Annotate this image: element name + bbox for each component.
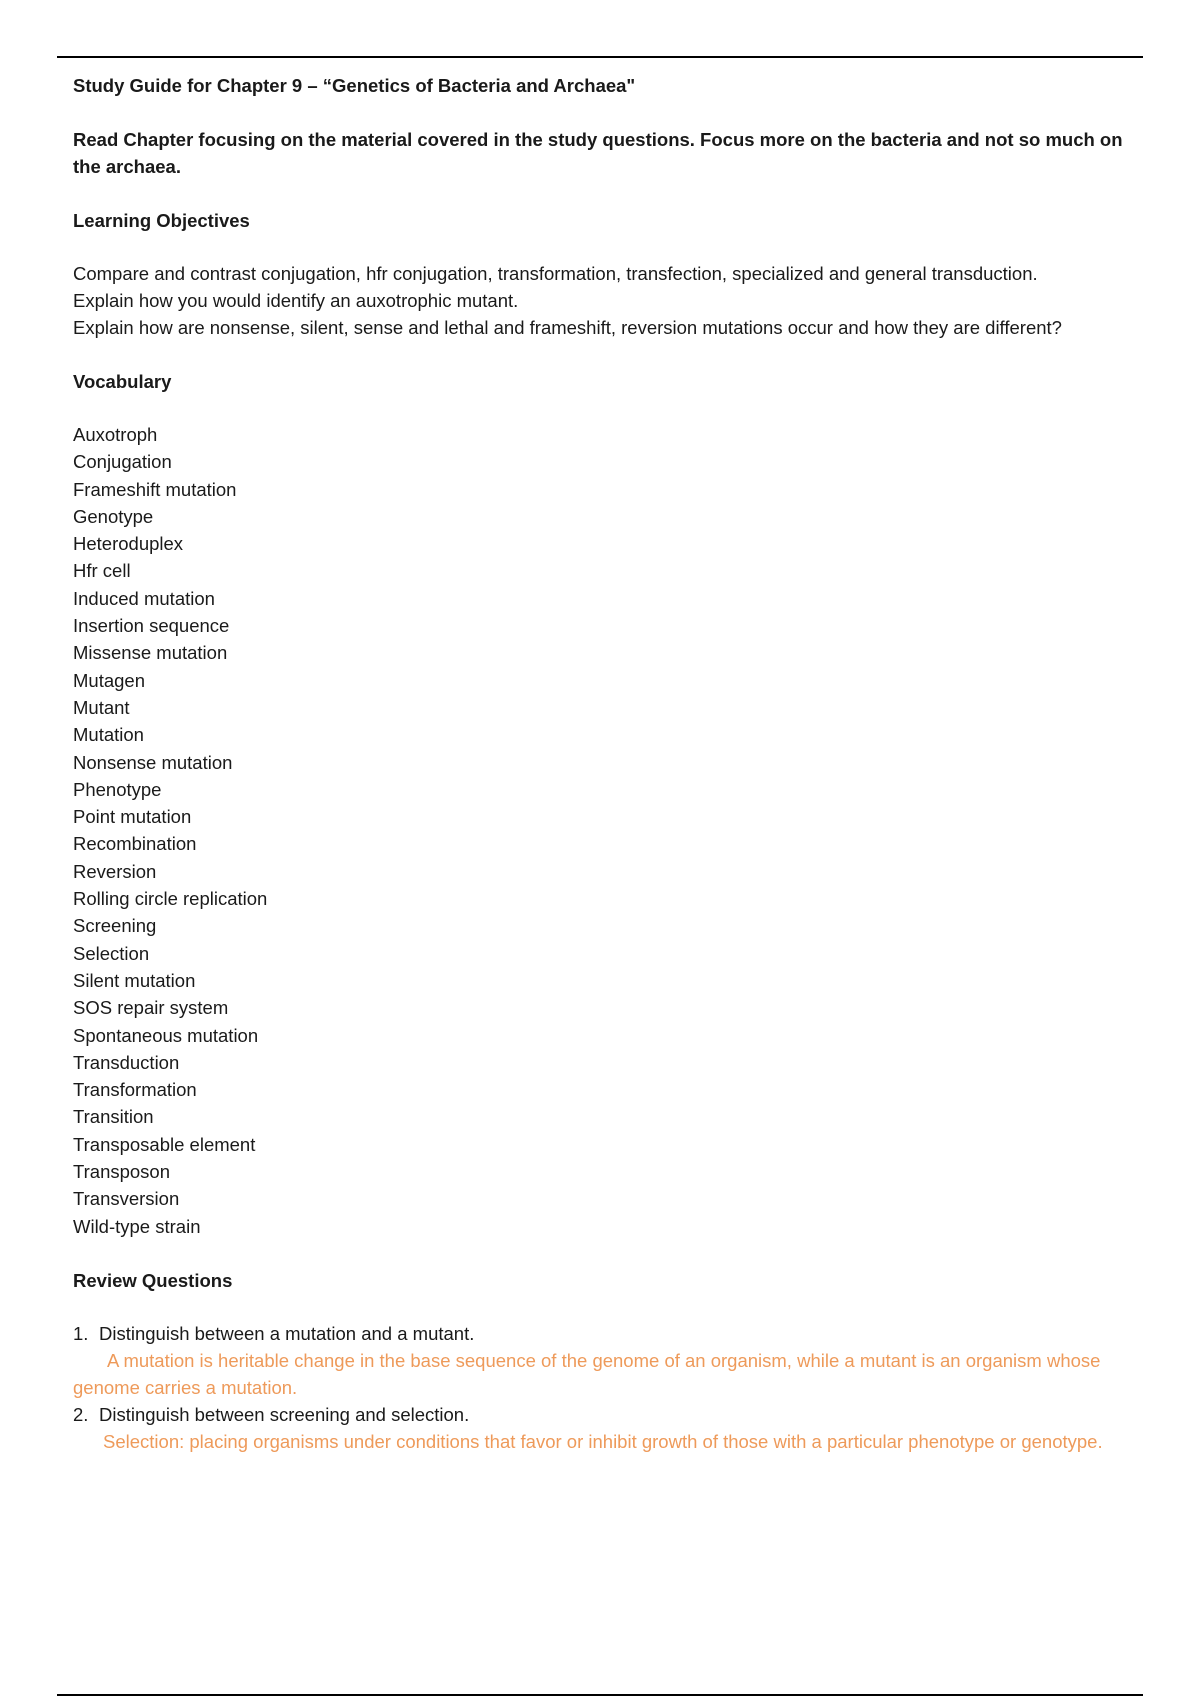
vocabulary-term: Transposable element xyxy=(73,1133,256,1155)
review-questions-list xyxy=(73,1320,1143,1455)
vocabulary-term: Silent mutation xyxy=(73,969,196,991)
vocabulary-term: Selection xyxy=(73,942,150,964)
learning-objectives-list xyxy=(73,260,1143,341)
vocabulary-term: Mutant xyxy=(73,696,130,718)
answer-text: A mutation is heritable change in the base sequence of the genome of an organism, while a mutant is an organism whose genome carries a mutation. xyxy=(73,1349,1101,1398)
bottom-rule xyxy=(57,1694,1143,1696)
top-rule xyxy=(57,56,1143,58)
vocabulary-term: Transversion xyxy=(73,1188,180,1210)
vocabulary-term: Frameshift mutation xyxy=(73,478,237,500)
vocabulary-term: Phenotype xyxy=(73,778,162,800)
vocabulary-heading: Vocabulary xyxy=(73,371,172,392)
vocabulary-list xyxy=(73,421,1143,1240)
review-question-item xyxy=(73,1320,1143,1401)
vocabulary-term: Transduction xyxy=(73,1051,180,1073)
answer-text: Selection: placing organisms under conditions that favor or inhibit growth of those with a particular phenotype or genotype. xyxy=(103,1430,1103,1452)
vocabulary-term: SOS repair system xyxy=(73,997,229,1019)
vocabulary-term: Conjugation xyxy=(73,451,172,473)
learning-objectives-heading: Learning Objectives xyxy=(73,210,250,231)
vocabulary-term: Hfr cell xyxy=(73,560,131,582)
vocabulary-term: Missense mutation xyxy=(73,642,228,664)
vocabulary-term: Spontaneous mutation xyxy=(73,1024,259,1046)
vocabulary-term: Transition xyxy=(73,1106,154,1128)
question-prompt: Distinguish between a mutation and a mutant. xyxy=(99,1322,475,1344)
vocabulary-term: Mutation xyxy=(73,724,144,746)
question-prompt: Distinguish between screening and selection. xyxy=(99,1403,470,1425)
review-question-item xyxy=(73,1401,1143,1455)
vocabulary-term: Transformation xyxy=(73,1079,197,1101)
vocabulary-term: Heteroduplex xyxy=(73,533,184,555)
vocabulary-term: Screening xyxy=(73,915,157,937)
review-questions-heading: Review Questions xyxy=(73,1269,233,1291)
vocabulary-term: Wild-type strain xyxy=(73,1215,201,1237)
objective-item: Explain how you would identify an auxotrophic mutant. xyxy=(73,290,519,311)
question-number: 1. xyxy=(73,1322,89,1344)
question-text xyxy=(73,1401,1143,1428)
vocabulary-term: Auxotroph xyxy=(73,424,158,445)
document-body xyxy=(73,72,1143,1455)
reading-instructions: Read Chapter focusing on the material covered in the study questions. Focus more on the bacteria and not so much on the archaea. xyxy=(73,129,1123,177)
vocabulary-term: Rolling circle replication xyxy=(73,888,268,910)
objective-item: Explain how are nonsense, silent, sense and lethal and frameshift, reversion mutations occur and how they are different? xyxy=(73,317,1062,338)
objective-item: Compare and contrast conjugation, hfr conjugation, transformation, transfection, specialized and general transduction. xyxy=(73,263,1038,284)
vocabulary-term: Point mutation xyxy=(73,806,192,828)
vocabulary-term: Nonsense mutation xyxy=(73,751,233,773)
document-title: Study Guide for Chapter 9 – “Genetics of Bacteria and Archaea" xyxy=(73,75,636,96)
vocabulary-term: Reversion xyxy=(73,860,157,882)
vocabulary-term: Insertion sequence xyxy=(73,615,230,637)
vocabulary-term: Mutagen xyxy=(73,669,145,691)
vocabulary-term: Genotype xyxy=(73,505,154,527)
vocabulary-term: Recombination xyxy=(73,833,197,855)
vocabulary-term: Transposon xyxy=(73,1161,171,1183)
question-number: 2. xyxy=(73,1403,89,1425)
question-text xyxy=(73,1320,1143,1347)
vocabulary-term: Induced mutation xyxy=(73,587,215,609)
